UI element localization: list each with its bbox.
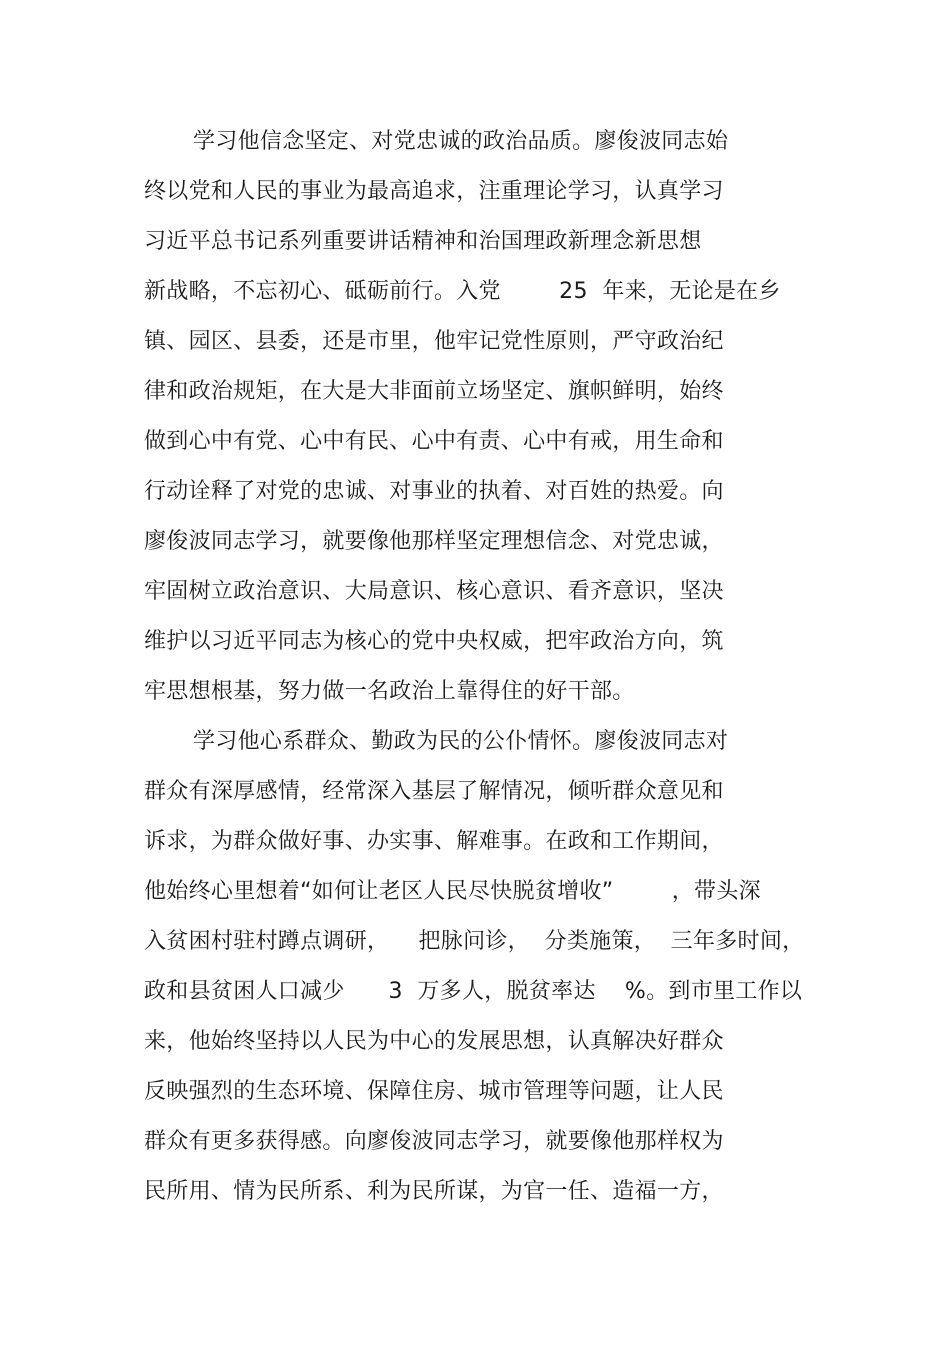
paragraph-1-line-8: 行动诠释了对党的忠诚、对事业的执着、对百姓的热爱。向 — [144, 479, 724, 504]
paragraph-1-line-10: 牢固树立政治意识、大局意识、核心意识、看齐意识，坚决 — [144, 579, 724, 604]
paragraph-2-line-9: 群众有更多获得感。向廖俊波同志学习，就要像他那样权为 — [144, 1129, 724, 1154]
paragraph-1-line-11: 维护以习近平同志为核心的党中央权威，把牢政治方向，筑 — [144, 629, 724, 654]
paragraph-1-line-1: 学习他信念坚定、对党忠诚的政治品质。廖俊波同志始 — [193, 129, 729, 154]
paragraph-1-line-4: 新战略，不忘初心、砥砺前行。入党 25 年来，无论是在乡 — [144, 279, 781, 304]
paragraph-2-line-1: 学习他心系群众、勤政为民的公仆情怀。廖俊波同志对 — [193, 729, 729, 754]
paragraph-2-line-10: 民所用、情为民所系、利为民所谋，为官一任、造福一方， — [144, 1179, 724, 1204]
paragraph-2-line-5: 入贫困村驻村蹲点调研， 把脉问诊， 分类施策， 三年多时间， — [144, 929, 805, 954]
paragraph-1-line-3: 习近平总书记系列重要讲话精神和治国理政新理念新思想 — [144, 229, 702, 254]
paragraph-1-line-12: 牢思想根基，努力做一名政治上靠得住的好干部。 — [144, 679, 635, 704]
paragraph-2-line-4: 他始终心里想着“如何让老区人民尽快脱贫增收” ，带头深 — [144, 879, 761, 904]
paragraph-1-line-2: 终以党和人民的事业为最高追求，注重理论学习，认真学习 — [144, 179, 724, 204]
paragraph-2-line-2: 群众有深厚感情，经常深入基层了解情况，倾听群众意见和 — [144, 779, 724, 804]
paragraph-1-line-7: 做到心中有党、心中有民、心中有责、心中有戒，用生命和 — [144, 429, 724, 454]
paragraph-1-line-5: 镇、园区、县委，还是市里，他牢记党性原则，严守政治纪 — [144, 329, 724, 354]
paragraph-1-line-6: 律和政治规矩，在大是大非面前立场坚定、旗帜鲜明，始终 — [144, 379, 724, 404]
paragraph-1-line-9: 廖俊波同志学习，就要像他那样坚定理想信念、对党忠诚， — [144, 529, 724, 554]
paragraph-2-line-7: 来，他始终坚持以人民为中心的发展思想，认真解决好群众 — [144, 1029, 724, 1054]
paragraph-2-line-8: 反映强烈的生态环境、保障住房、城市管理等问题，让人民 — [144, 1079, 724, 1104]
paragraph-2-line-3: 诉求，为群众做好事、办实事、解难事。在政和工作期间， — [144, 829, 724, 854]
paragraph-2-line-6: 政和县贫困人口减少 3 万多人，脱贫率达 %。到市里工作以 — [144, 979, 803, 1004]
